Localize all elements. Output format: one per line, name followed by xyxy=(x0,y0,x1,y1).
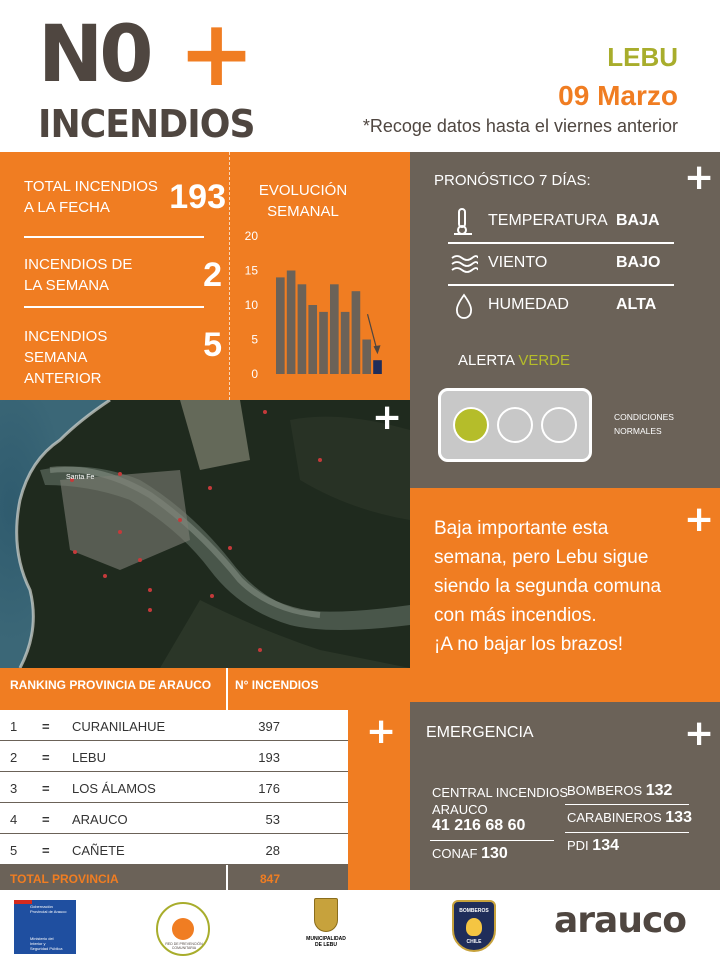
carabineros-line[interactable] xyxy=(567,809,692,827)
data-note: *Recoge datos hasta el viernes anterior xyxy=(362,116,678,136)
logo-no-text: N0 xyxy=(38,10,150,100)
chart-bar xyxy=(373,360,382,374)
forecast-row-wind xyxy=(410,244,720,284)
map-place-label: Santa Fe xyxy=(66,474,95,481)
bomberos-number: 132 xyxy=(645,782,673,799)
rank-count: 193 xyxy=(258,750,280,765)
logo-incendios-text: INCENDIOS xyxy=(38,102,255,146)
bomberos-line[interactable] xyxy=(567,782,672,800)
pdi-label: PDI xyxy=(567,838,589,853)
message-line: con más incendios. xyxy=(434,605,597,626)
contact-separator xyxy=(565,832,689,833)
plus-icon[interactable]: + xyxy=(684,499,715,540)
total-fires-label xyxy=(24,176,158,218)
ranking-total-value: 847 xyxy=(259,872,280,886)
message-line: ¡A no bajar los brazos! xyxy=(434,634,624,655)
pdi-number: 134 xyxy=(592,837,619,854)
forecast-panel xyxy=(410,152,720,488)
carabineros-number: 133 xyxy=(665,809,692,826)
muni-line: DE LEBU xyxy=(315,942,337,948)
weekly-evolution-chart xyxy=(232,224,402,384)
chart-bar xyxy=(276,277,285,374)
gobernacion-logo xyxy=(14,900,76,954)
contact-separator xyxy=(565,804,689,805)
forecast-value: BAJA xyxy=(616,212,660,229)
chart-bar xyxy=(341,312,350,374)
chart-bar xyxy=(298,284,307,374)
report-date: 09 Marzo xyxy=(558,80,678,111)
rank-count: 397 xyxy=(258,719,280,734)
flame-icon xyxy=(466,918,482,936)
rank-count: 53 xyxy=(265,812,280,827)
week-fires-value: 2 xyxy=(203,256,222,294)
shield-icon xyxy=(314,898,338,932)
central-label-line: CENTRAL INCENDIOS xyxy=(432,785,569,800)
central-label xyxy=(432,784,568,818)
logo-plus: + xyxy=(178,0,256,107)
rank-commune: CAÑETE xyxy=(72,843,125,858)
rank-commune: LOS ÁLAMOS xyxy=(72,781,156,796)
ranking-header-divider xyxy=(226,668,228,710)
forecast-label: HUMEDAD xyxy=(488,296,569,313)
plus-icon[interactable]: + xyxy=(684,713,715,754)
commune-name: LEBU xyxy=(607,42,678,72)
table-row xyxy=(0,834,348,865)
red-prevencion-logo xyxy=(156,902,210,956)
y-tick-label: 20 xyxy=(244,229,258,243)
gob-ministry xyxy=(30,936,62,951)
emergency-title: EMERGENCIA xyxy=(426,724,534,741)
plus-icon[interactable]: + xyxy=(372,400,403,438)
header xyxy=(0,0,720,152)
alert-text xyxy=(458,352,570,369)
prev-week-fires-label-line: ANTERIOR xyxy=(24,370,102,387)
forecast-row-temperature xyxy=(410,202,720,242)
message-line: semana, pero Lebu sigue xyxy=(434,547,649,568)
conaf-number: 130 xyxy=(481,845,508,861)
gob-line: Provincial de Arauco xyxy=(30,909,67,914)
week-fires-label-line: INCENDIOS DE xyxy=(24,256,133,273)
ranking-header-count: N° INCENDIOS xyxy=(235,678,319,692)
muni-line: MUNICIPALIDAD xyxy=(306,936,346,942)
y-tick-label: 5 xyxy=(251,332,258,347)
ranking-total-label: TOTAL PROVINCIA xyxy=(10,872,119,886)
arauco-logo: arauco xyxy=(554,900,687,941)
gob-line: Gobernación xyxy=(30,904,53,909)
ranking-header-name: RANKING PROVINCIA DE ARAUCO xyxy=(10,678,212,692)
ranking-header xyxy=(0,668,348,710)
conaf-label: CONAF xyxy=(432,846,478,861)
conaf-line[interactable] xyxy=(432,845,508,861)
chart-bar xyxy=(287,271,296,375)
stat-separator xyxy=(24,236,204,238)
forecast-row-humidity xyxy=(410,286,720,326)
stats-divider xyxy=(229,152,230,400)
rank-commune: LEBU xyxy=(72,750,106,765)
bomberos-logo-text: BOMBEROS xyxy=(459,908,489,914)
drop-icon xyxy=(450,292,478,320)
rank-count: 28 xyxy=(265,843,280,858)
chart-bar xyxy=(319,312,328,374)
plus-icon[interactable]: + xyxy=(684,157,715,198)
prev-week-fires-label-line: SEMANA xyxy=(24,349,88,366)
red-prevencion-text: RED DE PREVENCIÓN COMUNITARIA xyxy=(165,942,203,950)
week-fires-label-line: LA SEMANA xyxy=(24,277,110,294)
table-row xyxy=(0,803,348,834)
ranking-total-divider xyxy=(226,865,228,893)
thermometer-icon xyxy=(450,208,478,236)
message-line: siendo la segunda comuna xyxy=(434,576,662,597)
prev-week-fires-label xyxy=(24,326,107,389)
rank-change: = xyxy=(42,719,50,734)
rank-position: 1 xyxy=(10,719,18,734)
light-yellow xyxy=(497,407,533,443)
message-text xyxy=(434,514,661,659)
rank-change: = xyxy=(42,781,50,796)
central-underline xyxy=(430,840,554,841)
bomberos-label: BOMBEROS xyxy=(567,783,643,798)
chart-bar xyxy=(362,340,371,375)
rank-position: 2 xyxy=(10,750,18,765)
message-panel xyxy=(410,488,720,702)
pdi-line[interactable] xyxy=(567,837,619,855)
rank-position: 3 xyxy=(10,781,18,796)
rank-change: = xyxy=(42,843,50,858)
rank-position: 5 xyxy=(10,843,18,858)
hand-icon xyxy=(172,918,194,940)
carabineros-label: CARABINEROS xyxy=(567,810,662,825)
logo xyxy=(38,0,268,146)
gob-text xyxy=(30,904,66,914)
rank-change: = xyxy=(42,812,50,827)
rank-count: 176 xyxy=(258,781,280,796)
week-fires-label xyxy=(24,254,132,296)
chart-title-line: SEMANAL xyxy=(267,203,339,220)
forecast-value: BAJO xyxy=(616,254,661,271)
message-line: Baja importante esta xyxy=(434,518,609,539)
municipalidad-text xyxy=(300,936,352,948)
total-fires-label-line: TOTAL INCENDIOS xyxy=(24,178,158,195)
trend-arrow-head xyxy=(374,345,381,354)
forecast-value: ALTA xyxy=(616,296,657,313)
plus-icon[interactable]: + xyxy=(366,711,397,752)
chart-bar xyxy=(308,305,317,374)
gob-line: Seguridad Pública xyxy=(30,946,63,951)
conditions-line: NORMALES xyxy=(614,426,662,436)
table-row xyxy=(0,710,348,741)
chart-bar xyxy=(352,291,361,374)
light-red xyxy=(541,407,577,443)
light-green xyxy=(453,407,489,443)
total-fires-label-line: A LA FECHA xyxy=(24,199,110,216)
stat-separator xyxy=(24,306,204,308)
alert-label: ALERTA xyxy=(458,352,515,369)
orange-connector xyxy=(348,668,410,890)
y-tick-label: 15 xyxy=(244,263,258,278)
alert-level: VERDE xyxy=(518,352,570,369)
prev-week-fires-label-line: INCENDIOS xyxy=(24,328,108,345)
chart-bar xyxy=(330,284,339,374)
bomberos-logo xyxy=(452,900,496,952)
conditions-line: CONDICIONES xyxy=(614,412,674,422)
total-fires-value: 193 xyxy=(169,178,226,216)
prev-week-fires-value: 5 xyxy=(203,326,222,364)
table-row xyxy=(0,772,348,803)
y-tick-label: 0 xyxy=(251,367,258,381)
chart-title-line: EVOLUCIÓN xyxy=(258,182,348,199)
conditions-text xyxy=(614,410,674,438)
y-tick-label: 10 xyxy=(244,298,258,312)
rank-commune: CURANILAHUE xyxy=(72,719,166,734)
satellite-map xyxy=(0,400,410,668)
table-row xyxy=(0,741,348,772)
forecast-label: TEMPERATURA xyxy=(488,212,608,229)
municipalidad-logo xyxy=(300,898,352,956)
rank-change: = xyxy=(42,750,50,765)
forecast-title: PRONÓSTICO 7 DÍAS: xyxy=(434,172,591,189)
map-image xyxy=(0,400,410,668)
gob-line: Ministerio del xyxy=(30,936,54,941)
central-label-line: ARAUCO xyxy=(432,802,488,817)
central-number[interactable]: 41 216 68 60 xyxy=(432,817,526,834)
wind-icon xyxy=(450,250,478,278)
traffic-light xyxy=(438,388,592,462)
gob-line: Interior y xyxy=(30,941,46,946)
forecast-label: VIENTO xyxy=(488,254,548,271)
rank-position: 4 xyxy=(10,812,18,827)
emergency-panel xyxy=(410,702,720,890)
ranking-total-row xyxy=(0,865,348,893)
bomberos-chile-text: CHILE xyxy=(466,939,482,945)
stats-panel xyxy=(0,152,410,400)
footer xyxy=(0,890,720,960)
rank-commune: ARAUCO xyxy=(72,812,128,827)
chart-title xyxy=(238,180,368,222)
